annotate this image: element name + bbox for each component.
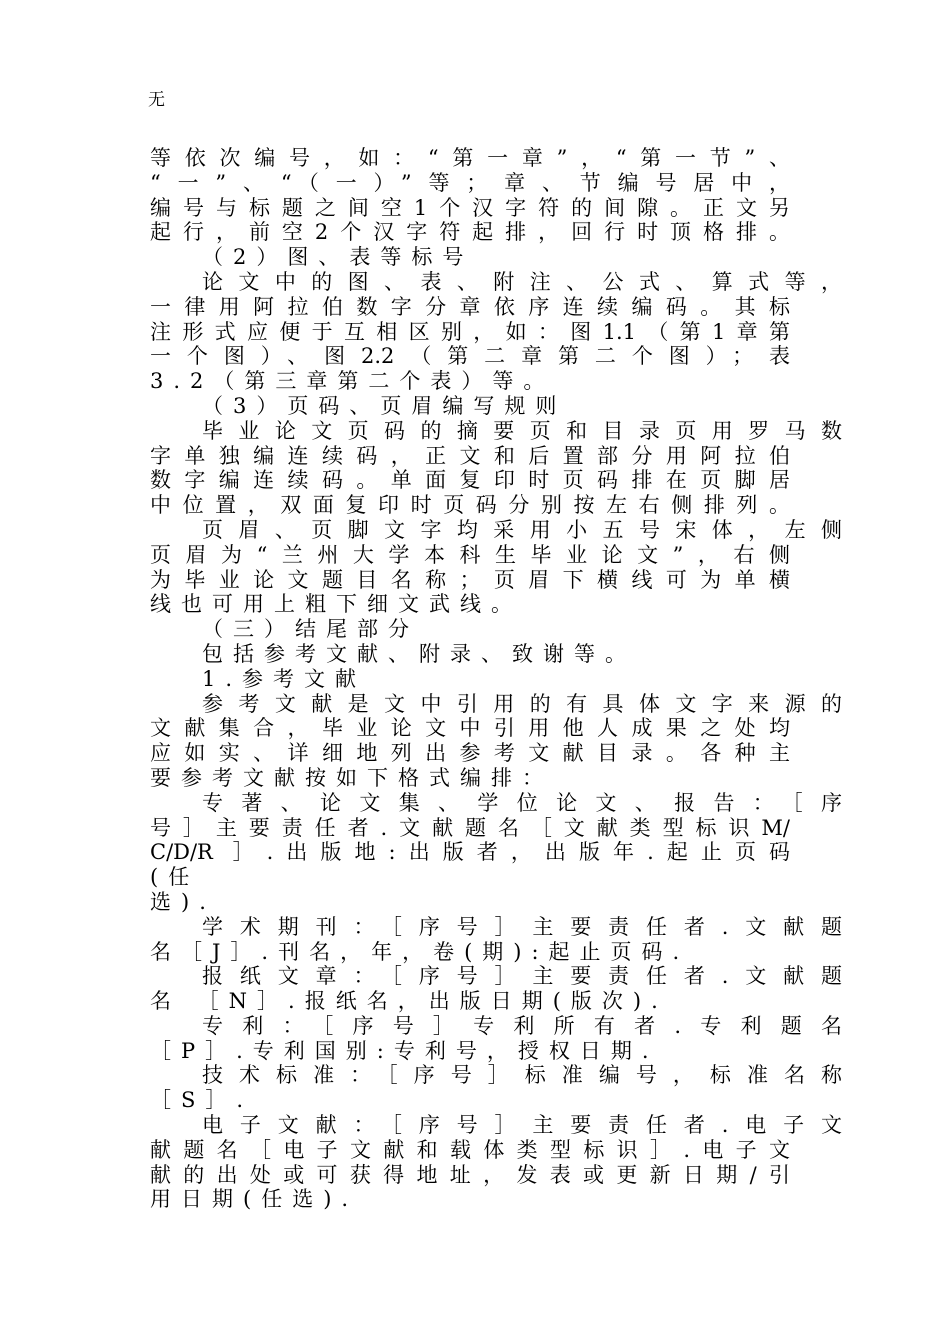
text-line: 报纸文章：［序号］主要责任者.文献题 bbox=[202, 964, 842, 989]
text-line: C/D/R ］.出版地:出版者，出版年.起止页码 bbox=[150, 840, 790, 865]
text-line: 字单独编连续码，正文和后置部分用阿拉伯 bbox=[150, 443, 790, 468]
text-line: 应如实、详细地列出参考文献目录。各种主 bbox=[150, 741, 790, 766]
text-line: （三）结尾部分 bbox=[202, 617, 419, 642]
text-line: 论文中的图、表、附注、公式、算式等， bbox=[202, 269, 842, 294]
text-line: 起行，前空2个汉字符起排，回行时顶格排。 bbox=[150, 220, 790, 245]
text-line: 专著、论文集、学位论文、报告：［序 bbox=[202, 790, 842, 815]
text-line: 技术标准：［序号］标准编号，标准名称 bbox=[202, 1063, 842, 1088]
text-line: （2）图、表等标号 bbox=[202, 245, 474, 270]
text-line: 线也可用上粗下细文武线。 bbox=[150, 592, 522, 617]
text-line: 名［J］.刊名，年，卷(期):起止页码. bbox=[150, 939, 690, 964]
text-line: 一个图）、图2.2（第二章第二个图）；表 bbox=[150, 344, 790, 369]
text-line: 为毕业论文题目名称；页眉下横线可为单横 bbox=[150, 567, 790, 592]
text-line: 号］主要责任者.文献题名［文献类型标识M/ bbox=[150, 815, 790, 840]
text-line: （3）页码、页眉编写规则 bbox=[202, 393, 567, 418]
text-line: ［S］. bbox=[150, 1088, 254, 1113]
text-line: ［P］.专利国别:专利号，授权日期. bbox=[150, 1038, 659, 1063]
text-line: 数字编连续码。单面复印时页码排在页脚居 bbox=[150, 468, 790, 493]
text-line: 文献集合，毕业论文中引用他人成果之处均 bbox=[150, 716, 790, 741]
text-line: 献题名［电子文献和载体类型标识］.电子文 bbox=[150, 1137, 790, 1162]
text-line: 页眉、页脚文字均采用小五号宋体，左侧 bbox=[202, 517, 842, 542]
text-line: 选). bbox=[150, 889, 216, 914]
text-line: 电子文献：［序号］主要责任者.电子文 bbox=[202, 1113, 842, 1138]
text-line: 学术期刊：［序号］主要责任者.文献题 bbox=[202, 914, 842, 939]
text-line: 名 ［N］.报纸名，出版日期(版次). bbox=[150, 989, 668, 1014]
text-line: 包括参考文献、附录、致谢等。 bbox=[202, 641, 636, 666]
text-line: “一”、“（一）”等；章、节编号居中， bbox=[150, 170, 790, 195]
text-line: 专利：［序号］专利所有者.专利题名 bbox=[202, 1013, 842, 1038]
text-line: 要参考文献按如下格式编排： bbox=[150, 765, 553, 790]
text-line: 参考文献是文中引用的有具体文字来源的 bbox=[202, 691, 842, 716]
text-line: 毕业论文页码的摘要页和目录页用罗马数 bbox=[202, 418, 842, 443]
text-line: 一律用阿拉伯数字分章依序连续编码。其标 bbox=[150, 294, 790, 319]
text-line: 注形式应便于互相区别，如：图1.1（第1章第 bbox=[150, 319, 790, 344]
text-line: 用日期(任选). bbox=[150, 1187, 359, 1212]
text-line: (任 bbox=[150, 865, 200, 890]
body-text bbox=[150, 146, 842, 1212]
text-line: 编号与标题之间空1个汉字符的间隙。正文另 bbox=[150, 195, 790, 220]
text-line: 3.2（第三章第二个表）等。 bbox=[150, 369, 555, 394]
text-line: 页眉为“兰州大学本科生毕业论文”，右侧 bbox=[150, 542, 790, 567]
text-line: 等依次编号，如：“第一章”，“第一节”、 bbox=[150, 146, 790, 170]
text-line: 中位置，双面复印时页码分别按左右侧排列。 bbox=[150, 493, 790, 518]
text-line: 献的出处或可获得地址，发表或更新日期/引 bbox=[150, 1162, 790, 1187]
page-header: 无 bbox=[148, 90, 165, 110]
text-line: 1.参考文献 bbox=[202, 666, 367, 691]
